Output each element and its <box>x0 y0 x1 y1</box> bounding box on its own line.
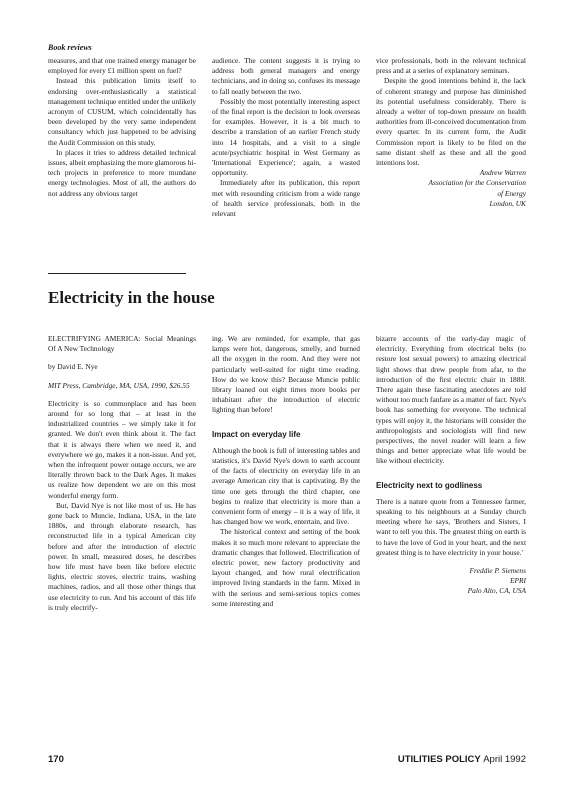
reviewer-organization: Association for the Conservation <box>428 178 526 188</box>
paragraph: Possibly the most potentially interesting aspect of the final report is the decision to look overseas for examples. However, it is a bit much to describe a translation of an earlier French study into 14 hospitals, and a visit to a single acute/psychiatric hospital in West Germany as 'International Experience'; again, a wasted opportunity. <box>212 96 360 178</box>
section-heading: Electricity next to godliness <box>376 480 483 490</box>
reviewer-name: Freddie P. Siemens <box>469 566 526 576</box>
section-divider <box>48 273 186 274</box>
book-publisher: MIT Press, Cambridge, MA, USA, 1990, $26.55 <box>48 380 190 390</box>
section-heading: Impact on everyday life <box>212 429 301 439</box>
paragraph: Instead this publication limits itself to endorsing over-enthusiastically a statistical management technique entitled under the unlikely acronym of CUSUM, which coincidentally has been developed by the very same independent consultancy which just happened to be advising the Audit Commission on this study. <box>48 76 196 147</box>
paragraph: Despite the good intentions behind it, the lack of coherent strategy and purpose has diminished its potential usefulness considerably. There is already a welter of top-down pressure on health authorities from ill-conceived documentation from every quarter. In its current form, the Audit Commission report is likely to be filed on the same distant shelf as these and all the good intentions lost. <box>376 76 526 168</box>
prev-review-column-3 <box>376 56 526 209</box>
spacer <box>48 391 196 399</box>
paragraph: ing. We are reminded, for example, that gas lamps were hot, dangerous, smelly, and burned all the oxygen in the room. And they were not particularly well-suited for night time reading. How do we know this? Because Muncie public library loaned out eight times more books per inhabitant after the introduction of electric lighting than before! <box>212 334 360 415</box>
spacer <box>376 558 526 566</box>
journal-name <box>398 754 526 765</box>
book-title: ELECTRIFYING AMERICA: Social Meanings Of A New Technology <box>48 334 196 354</box>
paragraph: measures, and that one trained energy manager be employed for every £1 million spent on fuel? <box>48 56 196 76</box>
reviewer-organization: EPRI <box>509 576 526 586</box>
reviewer-organization: of Energy <box>497 188 526 198</box>
reviewer-name: Andrew Warren <box>479 168 526 178</box>
paragraph: Although the book is full of interesting tables and statistics, it's David Nye's down to earth account of the facts of electricity on everyday life in an average American city that is captivating. By the time one gets through the third chapter, one begins to realize that electricity is more than a convenient form of energy – it is a way of life, it has changed how we work, entertain, and live. <box>212 445 360 527</box>
paragraph: But, David Nye is not like most of us. He has gone back to Muncie, Indiana, USA, in the late 1880s, and through elaborate research, has reconstructed life in a typical American city before and after the introduction of electric power. In small, measured doses, he describes how life must have been like before electric lights, electric stoves, electric trains, washing machines, radios, and all those other things that use electricity to run. And his account of this life is truly electrify- <box>48 500 196 612</box>
paragraph: In places it tries to address detailed technical issues, albeit emphasizing the more glamorous hi-tech projects in preference to more mundane energy technologies. Most of all, the authors do not address any obvious target <box>48 147 196 198</box>
page-number: 170 <box>48 754 64 765</box>
issue-date: April 1992 <box>483 754 526 765</box>
article-column-2 <box>212 334 360 609</box>
paragraph: The historical context and setting of the book makes it so much more relevant to appreciate the dramatic changes that followed. Electrification of electric power, new factory productivity and layout changed, and how rural electrification improved living standards in the farm. Mixed in with the serious and semi-serious topics comes some interesting and <box>212 527 360 608</box>
book-author: by David E. Nye <box>48 362 98 372</box>
spacer <box>48 354 196 362</box>
running-head: Book reviews <box>48 43 92 52</box>
spacer <box>48 373 196 381</box>
paragraph: audience. The content suggests it is trying to address both general managers and energy technicians, and in doing so, confuses its message to fall neatly between the two. <box>212 56 360 96</box>
paragraph: There is a nature quote from a Tennessee farmer, speaking to his neighbours at a Sunday church meeting where he says, 'Brothers and Sisters, I want to tell you this. The greatest thing on earth is to have the love of God in your heart, and the next greatest thing is to have electricity in your house.' <box>376 496 526 557</box>
paragraph: bizarre accounts of the early-day magic of electricity. Everything from electrical belts (to restore lost sexual powers) to amazing electrical light shows that drew people from afar, to the introduction of the first electric chair in 1888. There again these fascinating anecdotes are told without too much fanfare as a matter of fact. Nye's book has something for everyone. The technical types will enjoy it, the historians will consider the anthropologists and sociologists will find new perspectives, the novel reader will learn a few things and better appreciate what life would be like without electricity. <box>376 334 526 466</box>
prev-review-column-1 <box>48 56 196 199</box>
article-column-3 <box>376 334 526 597</box>
prev-review-column-2 <box>212 56 360 219</box>
book-reference <box>48 334 196 391</box>
paragraph: Immediately after its publication, this report met with resounding criticism from a wide range of health service professionals, both in the relevant <box>212 178 360 219</box>
reviewer-location: Palo Alto, CA, USA <box>467 586 526 596</box>
paragraph: vice professionals, both in the relevant technical press and at a series of explanatory seminars. <box>376 56 526 76</box>
paragraph: Electricity is so commonplace and has been around for so long that – at least in the industrialized countries – we simply take it for granted. We don't even think about it. The fact that it is always there when we need it, and everywhere we go, makes it a non-issue. And yet, when the infrequent power outage occurs, we are literally thrown back to the Dark Ages. It makes us realize how dependent we are on this most wonderful energy form. <box>48 398 196 500</box>
article-title: Electricity in the house <box>48 288 215 307</box>
journal-title: UTILITIES POLICY <box>397 754 481 765</box>
article-column-1 <box>48 334 196 613</box>
reviewer-location: London, UK <box>489 198 526 208</box>
